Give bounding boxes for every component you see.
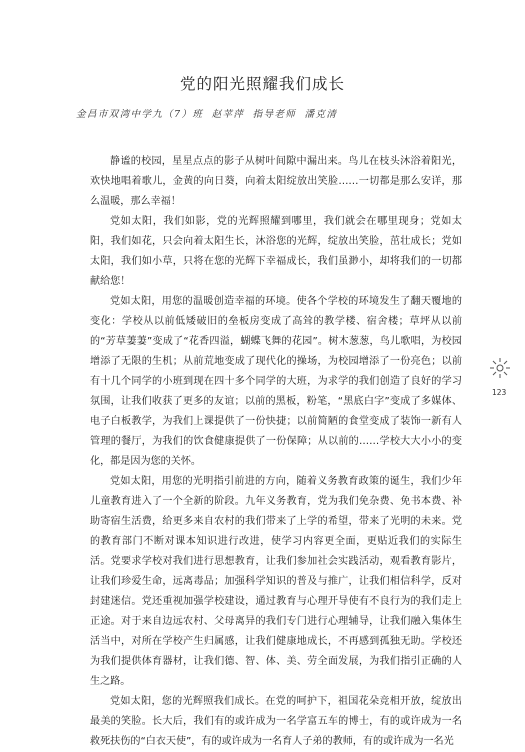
article-title: 党的阳光照耀我们成长	[179, 75, 345, 93]
author-byline: 金昌市双湾中学九（7）班 赵苹萍 指导老师 潘克清	[76, 109, 338, 120]
paragraph-3: 党如太阳，用您的温暖创造幸福的环境。使各个学校的环境发生了翻天覆地的变化：学校从以前低矮破旧的垒板房变成了高耸的教学楼、宿舍楼；草坪从以前的“芳草萋萋”变成了“花香四溢，蝴蝶飞舞的花园”。树木葱葱，鸟儿歌唱，为校园增添了无限的生机；从前荒地变成了现代化的操场，为校园增添了一份亮色；以前有十几个同学的小班到现在四十多个同学的大班，为求学的我们创造了良好的学习氛围，让我们收获了更多的友谊；以前的黑板，粉笔，“黑底白字”变成了多媒体、电子白板教学，为我们上课提供了一份快捷；以前简陋的食堂变成了装饰一新有人管理的餐厅，为我们的饮食健康提供了一份保障；从以前的……学校大大小小的变化，都是因为您的关怀。	[90, 296, 462, 467]
paragraph-2: 党如太阳，我们如影，党的光辉照耀到哪里，我们就会在哪里现身；党如太阳，我们如花，只会向着太阳生长，沐浴您的光辉，绽放出笑脸，茁壮成长；党如太阳，我们如小草，只将在您的光辉下幸福成长，我们虽渺小，却将我们的一切都献给您！	[90, 216, 462, 287]
paragraph-1: 静谧的校园，星星点点的影子从树叶间隙中漏出来。鸟儿在枝头沐浴着阳光，欢快地唱着歌儿，金黄的向日葵，向着太阳绽放出笑脸……一切都是那么安详，那么温暖，那么幸福！	[90, 156, 462, 207]
page-number: 123	[492, 388, 507, 397]
paragraph-5: 党如太阳，您的光辉照我们成长。在党的呵护下，祖国花朵竞相开放，绽放出最美的笑脸。长大后，我们有的或许成为一名学富五车的博士，有的或许成为一名救死扶伤的“白衣天使”，有的或许成为一名育人子弟的教师，有的或许成为一名光	[90, 696, 462, 747]
page-ornament-icon	[488, 356, 512, 384]
article-body	[90, 152, 462, 752]
paragraph-4: 党如太阳，用您的光明指引前进的方向，随着义务教育政策的诞生，我们少年儿童教育进入了一个全新的阶段。九年义务教育，党为我们免杂费、免书本费、补助寄宿生活费，给更多来自农村的我们带来了上学的希望，带来了光明的未来。党的教育部门不断对课本知识进行改进，使学习内容更全面，更贴近我们的实际生活。党要求学校对我们进行思想教育，让我们参加社会实践活动，观看教育影片，让我们珍爱生命，远离毒品；加强科学知识的普及与推广，让我们相信科学，反对封建迷信。党还重视加强学校建设，通过教育与心理开导使有不良行为的我们走上正途。对于来自边远农村、父母离异的我们专门进行心理辅导，让我们融入集体生活当中，对所在学校产生归属感，让我们健康地成长，不再感到孤独无助。学校还为我们提供体育器材，让我们德、智、体、美、劳全面发展，为我们指引正确的人生之路。	[90, 476, 462, 687]
